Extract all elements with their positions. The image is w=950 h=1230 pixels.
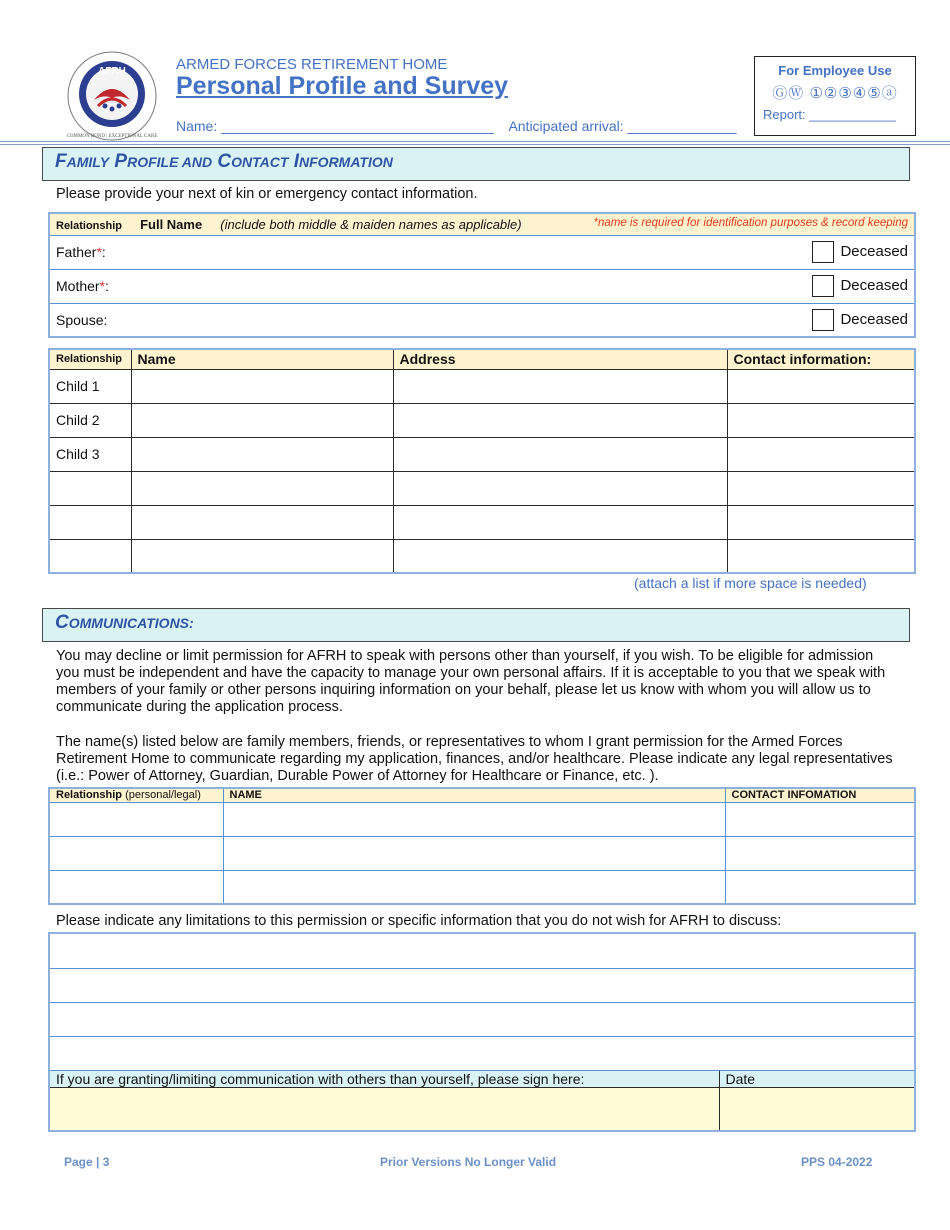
page-number: Page | 3: [64, 1155, 110, 1169]
arrival-label[interactable]: Anticipated arrival: ______________: [508, 118, 737, 134]
children-header-contact: Contact information:: [727, 349, 915, 369]
permission-header-relationship-sub: (personal/legal): [125, 789, 201, 802]
employee-codes: ⒼⓌ ①②③④⑤ⓐ: [772, 85, 898, 102]
header-rule-2: [0, 144, 950, 145]
signature-field[interactable]: [49, 1087, 719, 1131]
employee-box-title: For Employee Use: [778, 63, 892, 78]
section-communications-heading: COMMUNICATIONS:: [42, 608, 910, 642]
logo-ring-text: COMMON BOND | EXCEPTIONAL CARE: [66, 134, 158, 139]
deceased-label: Deceased: [840, 276, 908, 294]
permission-header-row: [49, 788, 915, 802]
limitation-line[interactable]: [49, 1036, 915, 1070]
deceased-checkbox-mother[interactable]: [812, 275, 834, 297]
date-field[interactable]: [719, 1087, 915, 1131]
children-header-address: Address: [393, 349, 727, 369]
name-label[interactable]: Name: ___________________________________: [176, 118, 494, 134]
limitation-line[interactable]: [49, 1002, 915, 1036]
limitations-prompt: Please indicate any limitations to this permission or specific information that you do not wish for AFRH to discuss:: [56, 913, 782, 929]
kin-header-row: [49, 213, 915, 235]
kin-header-relationship: Relationship: [56, 219, 123, 232]
limitations-table: [48, 932, 916, 1132]
table-row[interactable]: [49, 836, 915, 870]
children-header-name: Name: [131, 349, 393, 369]
afrh-logo: [60, 48, 164, 144]
children-header-relationship: Relationship: [49, 349, 131, 369]
family-intro: Please provide your next of kin or emergency contact information.: [56, 186, 478, 202]
children-table: [48, 348, 916, 574]
kin-row-spouse[interactable]: Spouse: Deceased: [49, 303, 915, 337]
next-of-kin-table: [48, 212, 916, 338]
date-label: Date: [719, 1070, 915, 1087]
communications-paragraph-1: You may decline or limit permission for AFRH to speak with persons other than yourself, if you wish. To be eligible for admission you must be independent and have the capacity to manage your own personal affairs. If it is acceptable to you that we speak with members of your family or other persons inquiring information on your behalf, please let us know with whom you will allow us to communicate during the application process.: [56, 648, 886, 715]
signature-row[interactable]: [49, 1087, 915, 1131]
form-title: Personal Profile and Survey: [176, 72, 509, 100]
permission-header-relationship: Relationship: [56, 789, 123, 802]
table-row[interactable]: Child 2: [49, 403, 915, 437]
permission-header-contact: CONTACT INFOMATION: [725, 788, 915, 802]
form-id: PPS 04-2022: [801, 1155, 873, 1169]
validity-note: Prior Versions No Longer Valid: [380, 1155, 557, 1169]
logo-text: AFRH: [98, 66, 126, 77]
table-row[interactable]: [49, 802, 915, 836]
kin-header-fullname: Full Name: [140, 216, 203, 232]
deceased-checkbox-spouse[interactable]: [812, 309, 834, 331]
limitation-line[interactable]: [49, 968, 915, 1002]
table-row[interactable]: [49, 471, 915, 505]
section-family-heading: FAMILY PROFILE AND CONTACT INFORMATION: [42, 147, 910, 181]
deceased-label: Deceased: [840, 242, 908, 260]
kin-required-note: *name is required for identification purposes & record keeping: [593, 216, 908, 229]
attach-list-note: (attach a list if more space is needed): [634, 575, 867, 591]
employee-use-box: [754, 56, 916, 136]
table-row[interactable]: Child 3: [49, 437, 915, 471]
table-row[interactable]: Child 1: [49, 369, 915, 403]
kin-row-father[interactable]: Father*: Deceased: [49, 235, 915, 269]
permission-header-name: NAME: [223, 788, 725, 802]
table-row[interactable]: [49, 505, 915, 539]
deceased-label: Deceased: [840, 310, 908, 328]
deceased-checkbox-father[interactable]: [812, 241, 834, 263]
table-row[interactable]: [49, 539, 915, 573]
children-header-row: [49, 349, 915, 369]
kin-row-mother[interactable]: Mother*: Deceased: [49, 269, 915, 303]
table-row[interactable]: [49, 870, 915, 904]
kin-header-note: (include both middle & maiden names as applicable): [220, 216, 522, 232]
signature-label: If you are granting/limiting communication with others than yourself, please sign here:: [49, 1070, 719, 1087]
header-rule: [0, 141, 950, 142]
org-name: ARMED FORCES RETIREMENT HOME: [176, 56, 448, 73]
report-field[interactable]: Report: ____________: [763, 107, 897, 122]
permission-table: [48, 787, 916, 905]
communications-paragraph-2: The name(s) listed below are family members, friends, or representatives to whom I grant permission for the Armed Forces Retirement Home to communicate regarding my application, finances, and/or healthcare. Please indicate any legal representatives (i.e.: Power of Attorney, Guardian, Durable Power of Attorney for Healthcare or Finance, etc. ).: [56, 734, 893, 784]
signature-label-row: [49, 1070, 915, 1087]
limitation-line[interactable]: [49, 933, 915, 968]
name-field-line: [176, 118, 737, 134]
